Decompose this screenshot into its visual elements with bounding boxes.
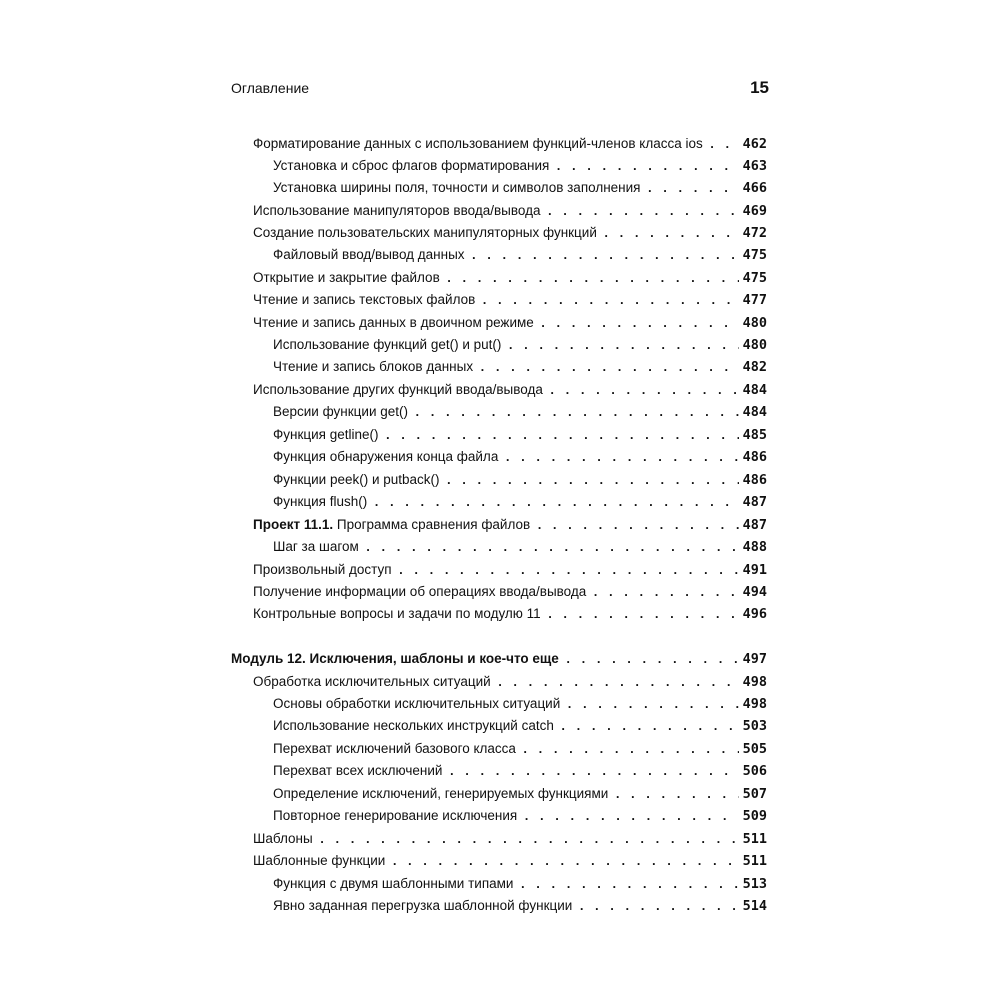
toc-entry bbox=[231, 537, 767, 557]
toc-entry-title: Установка и сброс флагов форматирования bbox=[273, 158, 550, 173]
toc-page-number: 469 bbox=[742, 203, 767, 219]
toc-entry bbox=[231, 290, 767, 310]
toc-page-number: 485 bbox=[742, 427, 767, 443]
toc-page-number: 488 bbox=[742, 539, 767, 555]
toc-entry bbox=[231, 380, 767, 400]
dot-leader bbox=[647, 179, 739, 199]
toc-entry-title: Получение информации об операциях ввода/вывода bbox=[253, 584, 587, 599]
toc-page-number: 482 bbox=[742, 359, 767, 375]
toc-page-number: 462 bbox=[742, 136, 767, 152]
toc-entry bbox=[231, 829, 767, 849]
toc-page-number: 503 bbox=[742, 718, 767, 734]
toc-entry-title: Чтение и запись блоков данных bbox=[273, 359, 474, 374]
dot-leader bbox=[614, 785, 738, 805]
dot-leader bbox=[566, 695, 738, 715]
dot-leader bbox=[497, 673, 739, 693]
toc-page-number: 472 bbox=[742, 225, 767, 241]
dot-leader bbox=[555, 157, 738, 177]
toc-entry-title: Чтение и запись текстовых файлов bbox=[253, 292, 476, 307]
dot-leader bbox=[540, 314, 739, 334]
toc-entry bbox=[231, 447, 767, 467]
toc-page-number: 509 bbox=[742, 808, 767, 824]
toc-entry bbox=[231, 335, 767, 355]
dot-leader bbox=[481, 291, 738, 311]
toc-entry bbox=[231, 201, 767, 221]
toc-page-number: 494 bbox=[742, 584, 767, 600]
toc-entry-project bbox=[231, 515, 767, 535]
project-label: Проект 11.1. bbox=[253, 517, 334, 532]
toc-page-number: 497 bbox=[742, 651, 767, 667]
dot-leader bbox=[446, 471, 739, 491]
dot-leader bbox=[536, 516, 738, 536]
running-header bbox=[231, 78, 769, 104]
toc-entry bbox=[231, 313, 767, 333]
toc-entry bbox=[231, 357, 767, 377]
toc-entry-title: Функция с двумя шаблонными типами bbox=[273, 876, 514, 891]
toc-entry bbox=[231, 896, 767, 916]
toc-page-number: 506 bbox=[742, 763, 767, 779]
dot-leader bbox=[709, 135, 739, 155]
toc-entry-title: Создание пользовательских манипуляторных функций bbox=[253, 225, 597, 240]
toc-entry-title: Использование манипуляторов ввода/вывода bbox=[253, 203, 541, 218]
toc-entry bbox=[231, 178, 767, 198]
toc-entry-title: Использование функций get() и put() bbox=[273, 337, 502, 352]
toc-entry bbox=[231, 806, 767, 826]
dot-leader bbox=[319, 830, 739, 850]
toc-entry-title: Использование других функций ввода/вывода bbox=[253, 382, 543, 397]
toc-page-number: 486 bbox=[742, 472, 767, 488]
toc-entry bbox=[231, 223, 767, 243]
toc-page-number: 498 bbox=[742, 696, 767, 712]
toc-entry bbox=[231, 761, 767, 781]
toc-page-number: 463 bbox=[742, 158, 767, 174]
toc-page-number: 480 bbox=[742, 315, 767, 331]
toc-entry-title: Функция обнаружения конца файла bbox=[273, 449, 499, 464]
toc-entry-title: Контрольные вопросы и задачи по модулю 11 bbox=[253, 606, 541, 621]
dot-leader bbox=[560, 717, 739, 737]
toc-entry bbox=[231, 245, 767, 265]
dot-leader bbox=[565, 650, 739, 670]
toc-entry bbox=[231, 694, 767, 714]
dot-leader bbox=[479, 358, 739, 378]
toc-entry bbox=[231, 470, 767, 490]
toc-entry bbox=[231, 784, 767, 804]
toc-entry-title: Открытие и закрытие файлов bbox=[253, 270, 440, 285]
toc-page-number: 507 bbox=[742, 786, 767, 802]
toc-entry bbox=[231, 672, 767, 692]
toc-page-number: 475 bbox=[742, 270, 767, 286]
toc-entry bbox=[231, 560, 767, 580]
toc-page-number: 514 bbox=[742, 898, 767, 914]
toc-entry-title: Определение исключений, генерируемых функциями bbox=[273, 786, 609, 801]
dot-leader bbox=[522, 740, 739, 760]
dot-leader bbox=[519, 875, 738, 895]
toc-entry bbox=[231, 604, 767, 624]
toc-entry bbox=[231, 402, 767, 422]
project-title: Программа сравнения файлов bbox=[336, 517, 531, 532]
dot-leader bbox=[549, 381, 739, 401]
toc-page-number: 513 bbox=[742, 876, 767, 892]
toc-entry-title: Перехват исключений базового класса bbox=[273, 741, 516, 756]
toc-entry-title: Установка ширины поля, точности и символов заполнения bbox=[273, 180, 641, 195]
toc-entry-title: Использование нескольких инструкций catch bbox=[273, 718, 554, 733]
dot-leader bbox=[373, 493, 738, 513]
toc-entry bbox=[231, 492, 767, 512]
toc-page-number: 511 bbox=[742, 853, 767, 869]
toc-entry bbox=[231, 134, 767, 154]
toc-page-number: 487 bbox=[742, 494, 767, 510]
dot-leader bbox=[391, 852, 738, 872]
dot-leader bbox=[507, 336, 738, 356]
dot-leader bbox=[398, 561, 739, 581]
toc-entry-title: Шаблонные функции bbox=[253, 853, 386, 868]
toc-entry-title: Функции peek() и putback() bbox=[273, 472, 440, 487]
dot-leader bbox=[365, 538, 739, 558]
toc-page-number: 511 bbox=[742, 831, 767, 847]
dot-leader bbox=[603, 224, 739, 244]
dot-leader bbox=[448, 762, 738, 782]
toc-chapter-title: Модуль 12. Исключения, шаблоны и кое-что еще bbox=[231, 651, 559, 666]
header-title: Оглавление bbox=[231, 80, 310, 96]
toc-entry-title: Функция flush() bbox=[273, 494, 368, 509]
toc-entry-title: Файловый ввод/вывод данных bbox=[273, 247, 465, 262]
toc-page-number: 475 bbox=[742, 247, 767, 263]
toc-entry bbox=[231, 739, 767, 759]
toc-chapter-entry bbox=[231, 649, 767, 669]
toc-page-number: 477 bbox=[742, 292, 767, 308]
toc-entry-title bbox=[253, 515, 530, 535]
toc-page-number: 487 bbox=[742, 517, 767, 533]
toc-entry bbox=[231, 851, 767, 871]
toc-entry-title: Чтение и запись данных в двоичном режиме bbox=[253, 315, 534, 330]
toc-entry bbox=[231, 156, 767, 176]
dot-leader bbox=[446, 269, 739, 289]
toc-entry-title: Шаблоны bbox=[253, 831, 313, 846]
toc-entry-title: Основы обработки исключительных ситуаций bbox=[273, 696, 561, 711]
toc-page-number: 484 bbox=[742, 382, 767, 398]
toc-entry-title: Функция getline() bbox=[273, 427, 379, 442]
dot-leader bbox=[471, 246, 739, 266]
dot-leader bbox=[504, 448, 738, 468]
toc-page-number: 491 bbox=[742, 562, 767, 578]
toc-entry-title: Повторное генерирование исключения bbox=[273, 808, 518, 823]
toc-entry-title: Обработка исключительных ситуаций bbox=[253, 674, 491, 689]
toc-page-number: 498 bbox=[742, 674, 767, 690]
dot-leader bbox=[592, 583, 738, 603]
toc-entry bbox=[231, 582, 767, 602]
toc-entry bbox=[231, 716, 767, 736]
page-number: 15 bbox=[750, 78, 769, 97]
toc-page-number: 480 bbox=[742, 337, 767, 353]
toc-page-number: 496 bbox=[742, 606, 767, 622]
toc-entry bbox=[231, 268, 767, 288]
toc-entry bbox=[231, 425, 767, 445]
toc-page-number: 484 bbox=[742, 404, 767, 420]
toc-page-number: 466 bbox=[742, 180, 767, 196]
toc-entry-title: Форматирование данных с использованием функций-членов класса ios bbox=[253, 136, 703, 151]
dot-leader bbox=[414, 403, 739, 423]
dot-leader bbox=[523, 807, 738, 827]
toc-entry-title: Шаг за шагом bbox=[273, 539, 359, 554]
toc-page-number: 486 bbox=[742, 449, 767, 465]
dot-leader bbox=[578, 897, 738, 917]
toc-entry-title: Перехват всех исключений bbox=[273, 763, 443, 778]
toc-entry-title: Версии функции get() bbox=[273, 404, 408, 419]
toc-entry-title: Явно заданная перегрузка шаблонной функции bbox=[273, 898, 573, 913]
dot-leader bbox=[546, 202, 738, 222]
dot-leader bbox=[547, 605, 739, 625]
toc-entry bbox=[231, 874, 767, 894]
toc-page-number: 505 bbox=[742, 741, 767, 757]
dot-leader bbox=[384, 426, 738, 446]
toc-entry-title: Произвольный доступ bbox=[253, 562, 392, 577]
